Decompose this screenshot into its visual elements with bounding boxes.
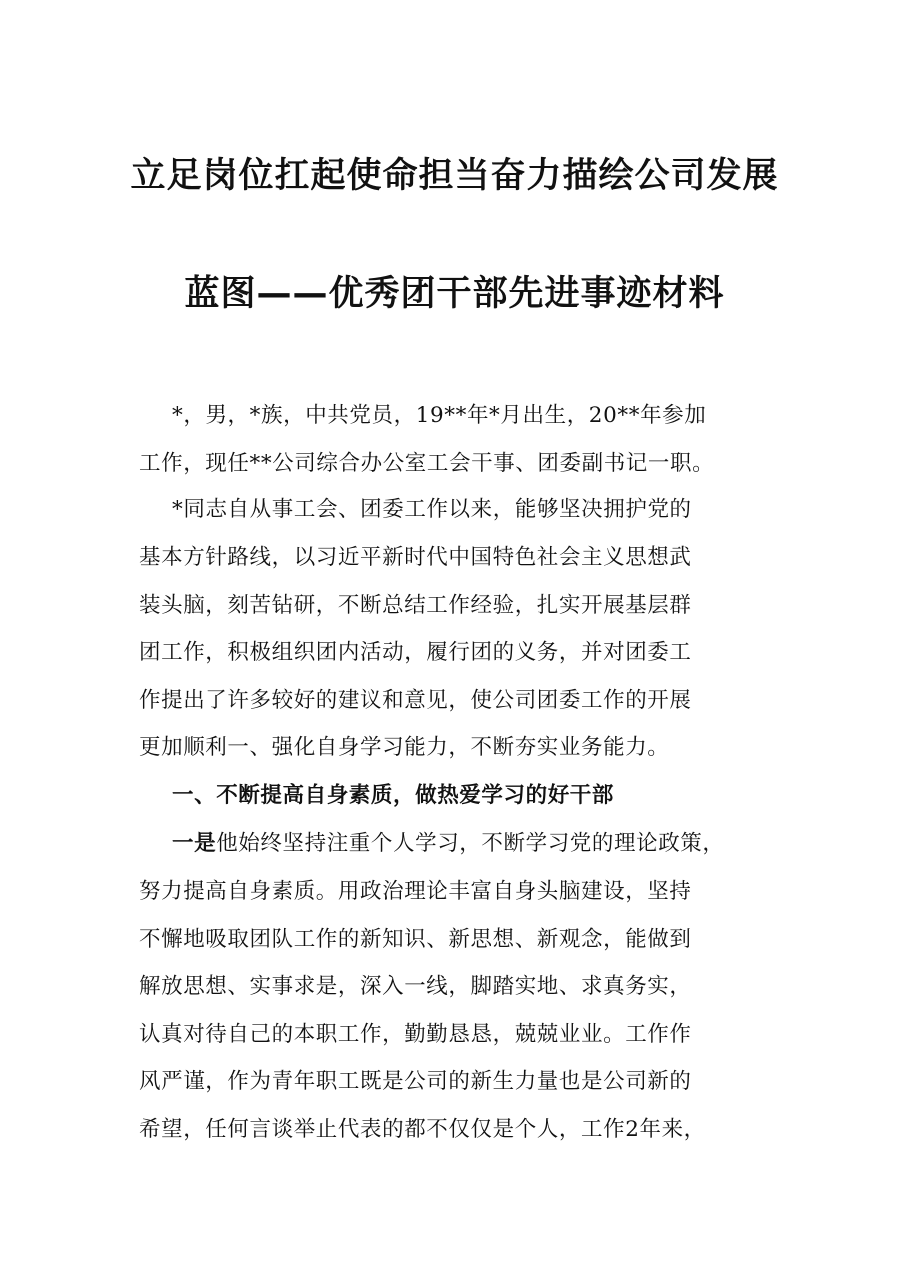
- document-title-line-1: 立足岗位扛起使命担当奋力描绘公司发展: [130, 156, 779, 196]
- section-1-line-5: 认真对待自己的本职工作，勤勤恳恳，兢兢业业。工作作: [139, 1022, 692, 1047]
- paragraph-2-line-5: 作提出了许多较好的建议和意见，使公司团委工作的开展: [139, 688, 692, 713]
- paragraph-2-line-3: 装头脑，刻苦钻研，不断总结工作经验，扎实开展基层群: [139, 593, 692, 618]
- paragraph-2-line-6: 更加顺利一、强化自身学习能力，不断夯实业务能力。: [139, 735, 670, 760]
- paragraph-2-line-1: *同志自从事工会、团委工作以来，能够坚决拥护党的: [172, 497, 692, 522]
- section-1-heading: 一、不断提高自身素质，做热爱学习的好干部: [172, 783, 615, 808]
- section-1-line-7: 希望，任何言谈举止代表的都不仅仅是个人，工作2年来，: [139, 1117, 706, 1142]
- section-1-line-1: [172, 826, 725, 857]
- paragraph-2-line-2: 基本方针路线，以习近平新时代中国特色社会主义思想武: [139, 545, 692, 570]
- section-1-line-4: 解放思想、实事求是，深入一线，脚踏实地、求真务实，: [139, 974, 692, 999]
- paragraph-2-line-4: 团工作，积极组织团内活动，履行团的义务，并对团委工: [139, 640, 692, 665]
- paragraph-1-line-1: *，男，*族，中共党员，19**年*月出生，20**年参加: [172, 403, 707, 428]
- section-1-line-2: 努力提高自身素质。用政治理论丰富自身头脑建设，坚持: [139, 879, 692, 904]
- section-1-lead: 一是: [172, 831, 217, 856]
- document-title-line-2: 蓝图——优秀团干部先进事迹材料: [184, 274, 725, 314]
- paragraph-1-line-2: 工作，现任**公司综合办公室工会干事、团委副书记一职。: [139, 451, 715, 476]
- section-1-line-1-text: 他始终坚持注重个人学习，不断学习党的理论政策，: [216, 831, 725, 856]
- section-1-line-6: 风严谨，作为青年职工既是公司的新生力量也是公司新的: [139, 1069, 692, 1094]
- section-1-line-3: 不懈地吸取团队工作的新知识、新思想、新观念，能做到: [139, 927, 692, 952]
